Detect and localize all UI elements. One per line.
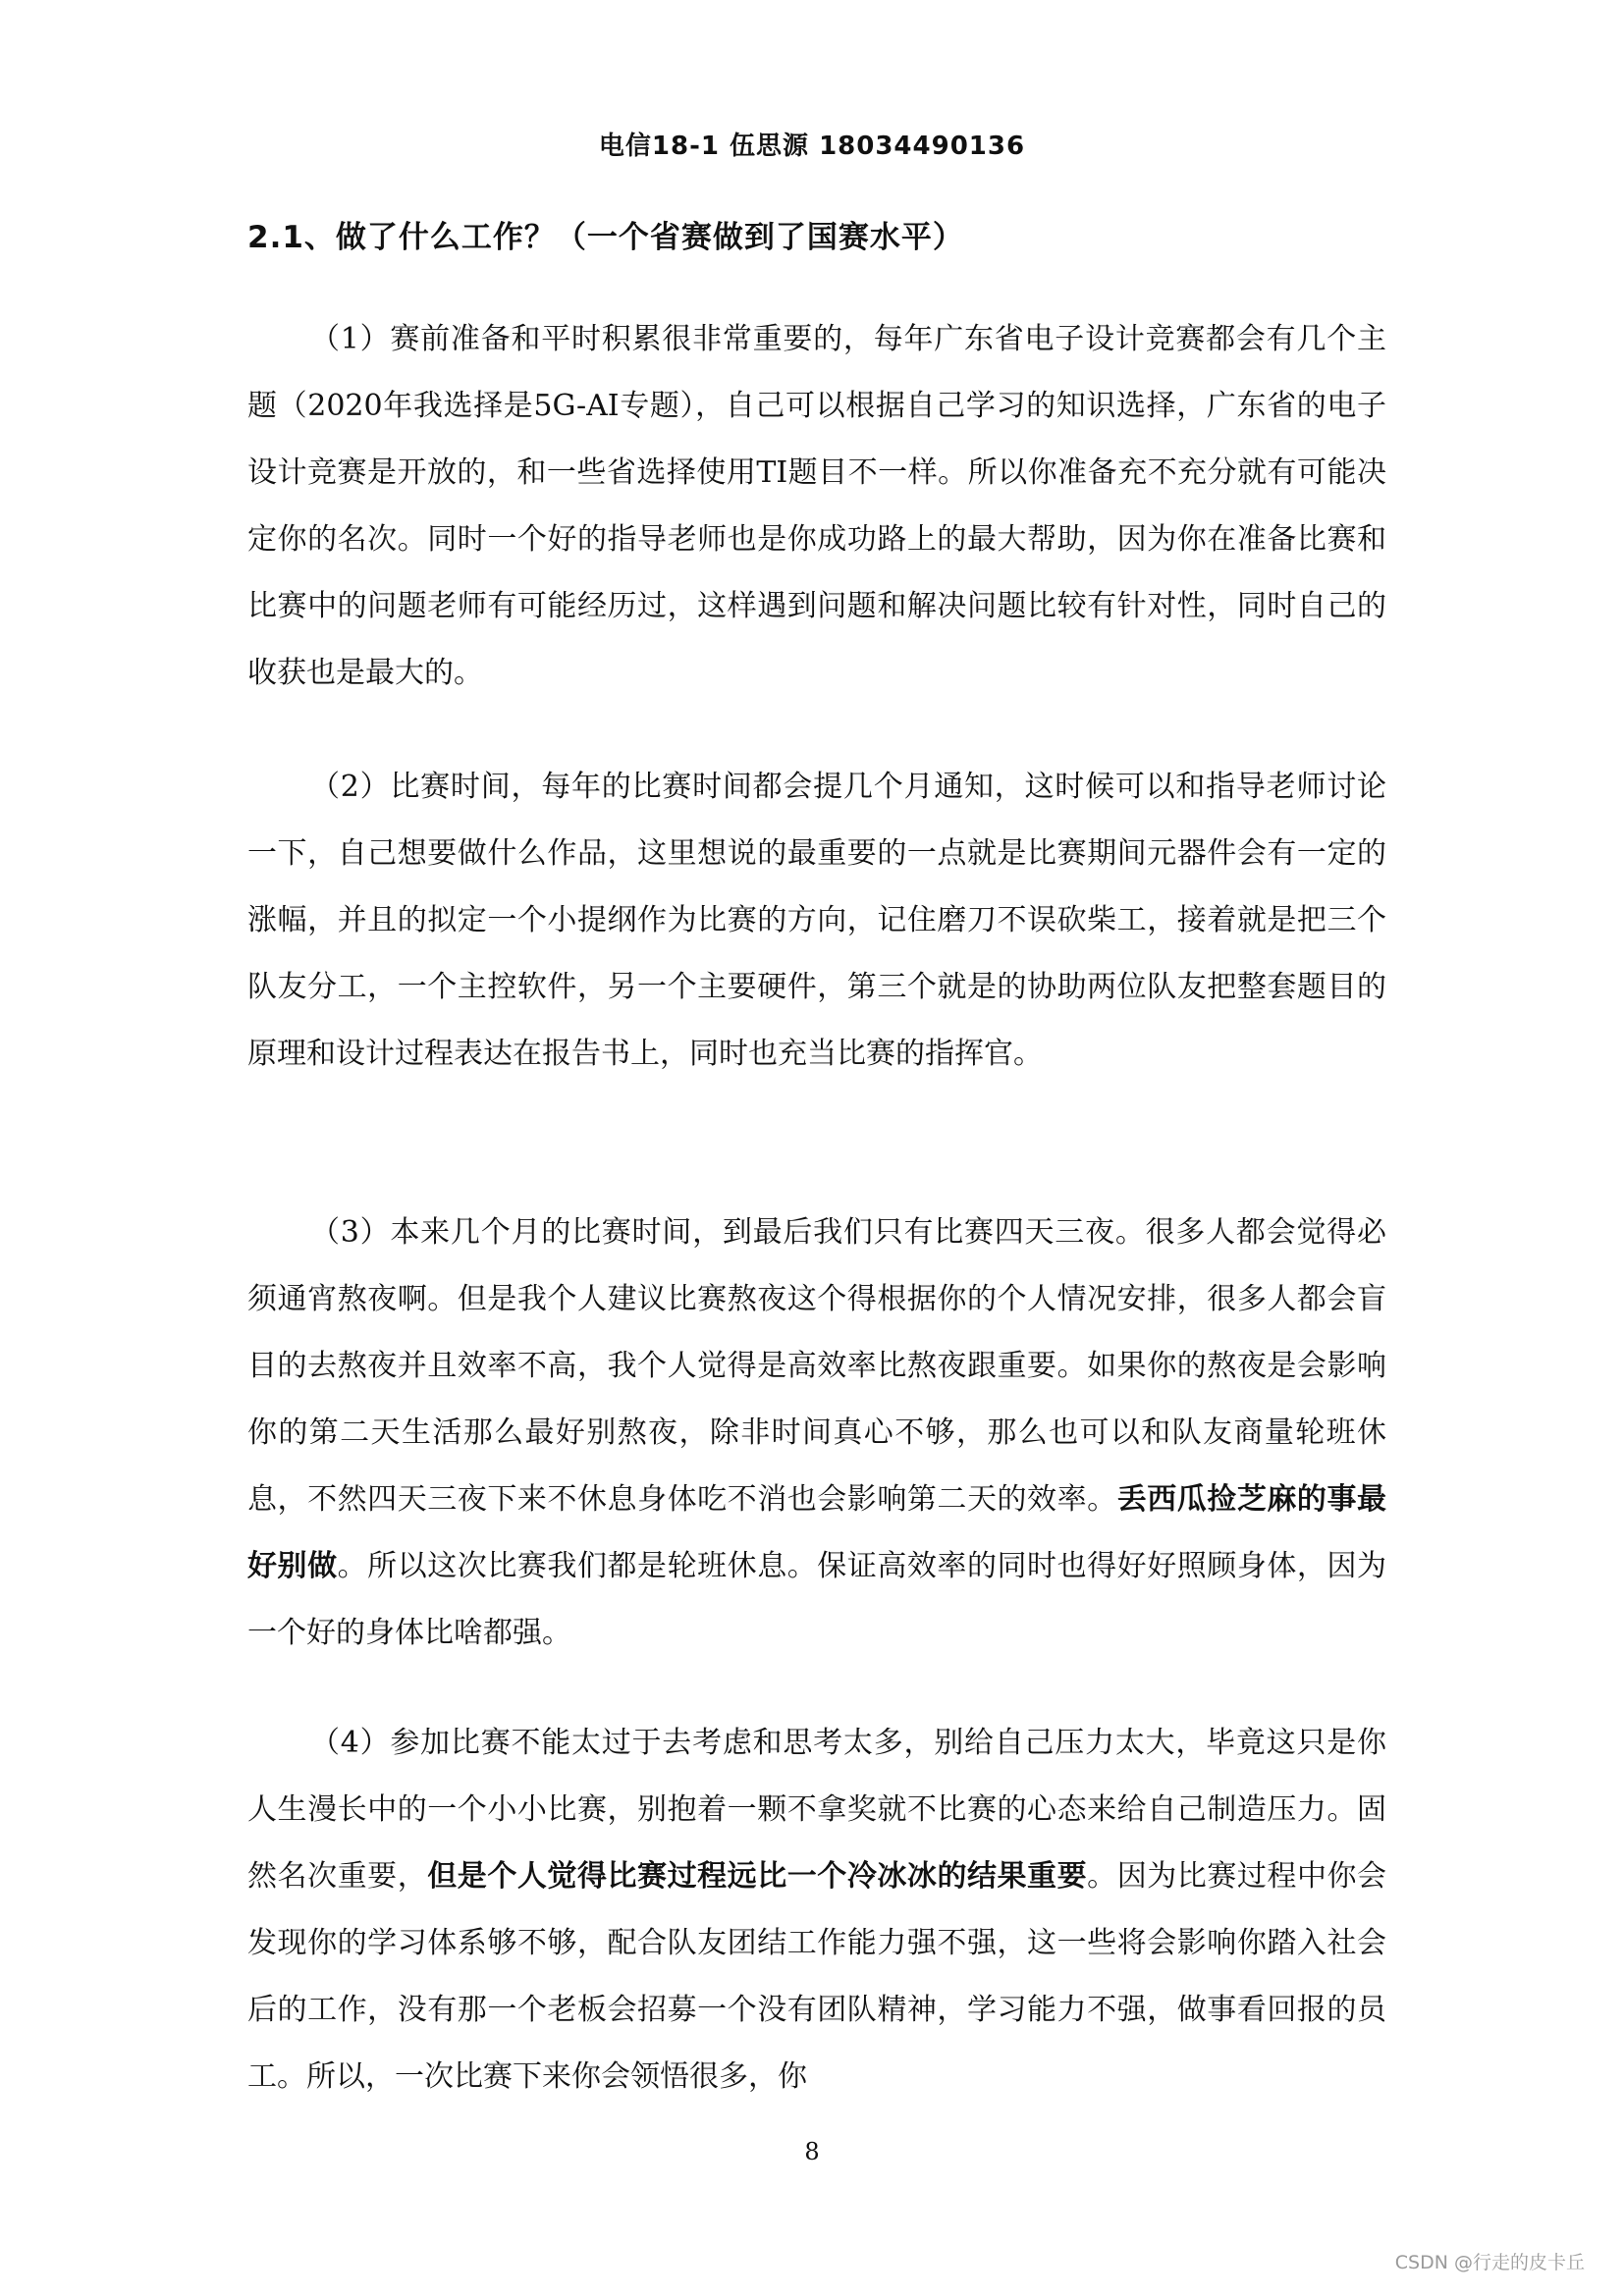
- paragraph-1-text: （1）赛前准备和平时积累很非常重要的，每年广东省电子设计竞赛都会有几个主题（2020年我选择是5G-AI专题），自己可以根据自己学习的知识选择，广东省的电子设计竞赛是开放的，和一些省选择使用TI题目不一样。所以你准备充不充分就有可能决定你的名次。同时一个好的指导老师也是你成功路上的最大帮助，因为你在准备比赛和比赛中的问题老师有可能经历过，这样遇到问题和解决问题比较有针对性，同时自己的收获也是最大的。: [247, 322, 1386, 690]
- paragraph-4-text-after: 。因为比赛过程中你会发现你的学习体系够不够，配合队友团结工作能力强不强，这一些将会影响你踏入社会后的工作，没有那一个老板会招募一个没有团队精神，学习能力不强，做事看回报的员工。所以，一次比赛下来你会领悟很多，你: [247, 1859, 1387, 2094]
- paragraph-3: [247, 1200, 1386, 1667]
- paragraph-1: [247, 306, 1386, 707]
- paragraph-3-text-before: （3）本来几个月的比赛时间，到最后我们只有比赛四天三夜。很多人都会觉得必须通宵熬夜啊。但是我个人建议比赛熬夜这个得根据你的个人情况安排，很多人都会盲目的去熬夜并且效率不高，我个人觉得是高效率比熬夜跟重要。如果你的熬夜是会影响你的第二天生活那么最好别熬夜，除非时间真心不够，那么也可以和队友商量轮班休息，不然四天三夜下来不休息身体吃不消也会影响第二天的效率。: [247, 1215, 1386, 1517]
- paragraph-2-text: （2）比赛时间，每年的比赛时间都会提几个月通知，这时候可以和指导老师讨论一下，自己想要做什么作品，这里想说的最重要的一点就是比赛期间元器件会有一定的涨幅，并且的拟定一个小提纲作为比赛的方向，记住磨刀不误砍柴工，接着就是把三个队友分工，一个主控软件，另一个主要硬件，第三个就是的协助两位队友把整套题目的原理和设计过程表达在报告书上，同时也充当比赛的指挥官。: [247, 770, 1386, 1071]
- paragraph-2: [247, 754, 1386, 1088]
- page-number: 8: [804, 2138, 820, 2165]
- paragraph-3-text-after: 。所以这次比赛我们都是轮班休息。保证高效率的同时也得好好照顾身体，因为一个好的身体比啥都强。: [247, 1549, 1387, 1650]
- paragraph-4-text-before: （4）参加比赛不能太过于去考虑和思考太多，别给自己压力太大，毕竟这只是你人生漫长中的一个小小比赛，别抱着一颗不拿奖就不比赛的心态来给自己制造压力。固然名次重要，: [247, 1726, 1386, 1894]
- csdn-watermark: CSDN @行走的皮卡丘: [1394, 2252, 1585, 2273]
- page-header: 电信18-1 伍思源 18034490136: [598, 132, 1026, 161]
- paragraph-4-emphasis: 但是个人觉得比赛过程远比一个冷冰冰的结果重要: [427, 1859, 1088, 1894]
- section-title: 2.1、做了什么工作？（一个省赛做到了国赛水平）: [247, 220, 964, 255]
- paragraph-4: [247, 1710, 1386, 2110]
- paragraph-3-emphasis: 丢西瓜捡芝麻的事最好别做: [247, 1482, 1387, 1583]
